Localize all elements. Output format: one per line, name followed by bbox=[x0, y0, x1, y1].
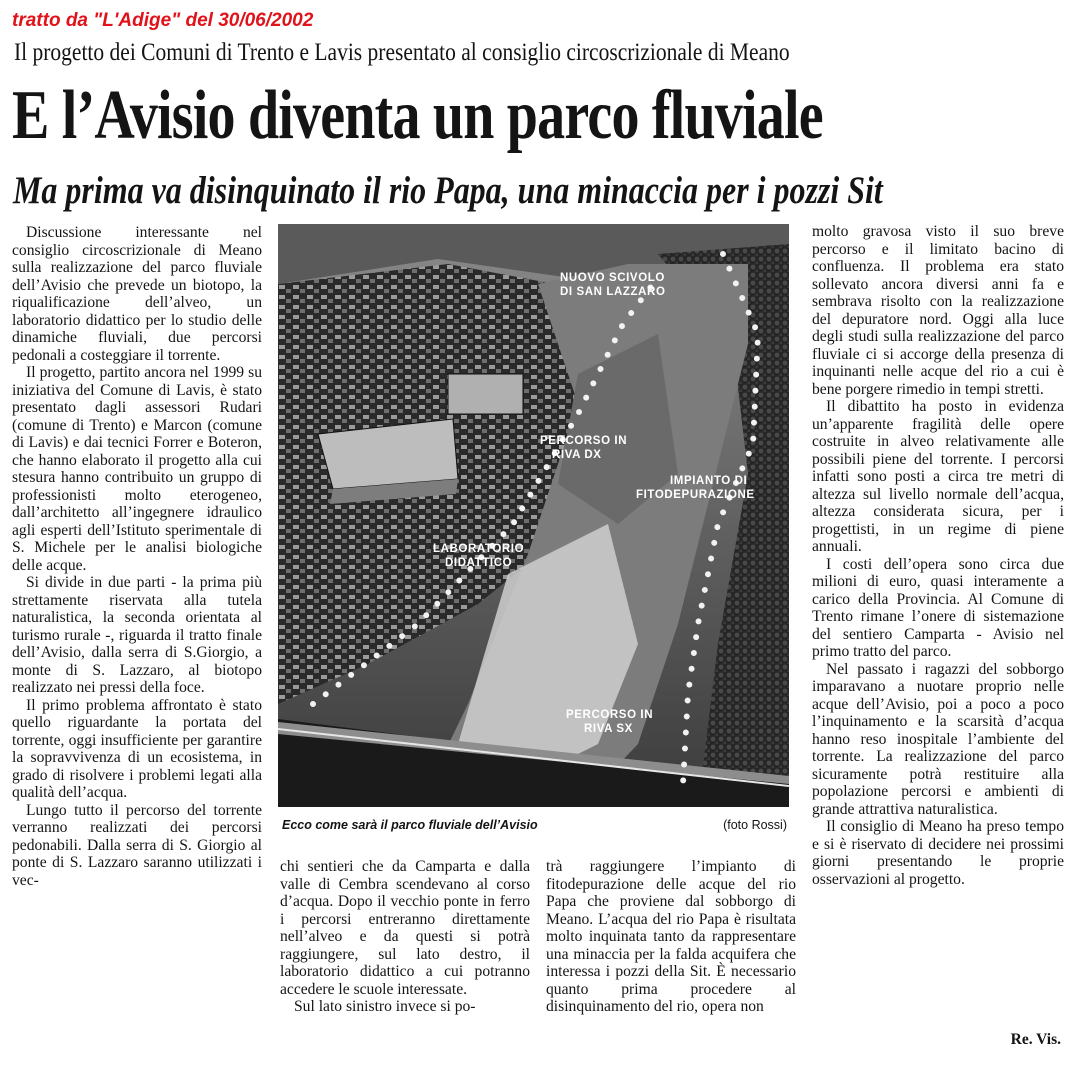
paragraph: Sul lato sinistro invece si po- bbox=[294, 998, 476, 1015]
paragraph: Nel passato i ragazzi del sobborgo imparavano a nuotare proprio nelle acque dell’Avisio, poi a poco a poco l’inquinamento e la scarsità d’acqua hanno reso inospitale l’ambiente del torrente. La realizzazione del parco sicuramente potrà restituire alla popolazione percorsi e ambienti di grande attrattiva naturalistica. bbox=[812, 660, 1064, 818]
article-column-3 bbox=[546, 858, 796, 1016]
paragraph: Si divide in due parti - la prima più strettamente riservata alla tutela naturalistica, la seconda orientata al turismo rurale -, riguarda il tratto finale dell’Avisio, dalla serra di S.Giorgio, a monte di S. Lazzaro, al biotopo realizzato nei pressi della foce. bbox=[12, 574, 262, 696]
subheadline: Ma prima va disinquinato il rio Papa, una minaccia per i pozzi Sit bbox=[13, 169, 883, 212]
photo-label: DIDATTICO bbox=[445, 557, 513, 569]
photo-label: RIVA SX bbox=[584, 723, 633, 735]
photo-label: RIVA DX bbox=[552, 449, 602, 461]
paragraph: Il progetto, partito ancora nel 1999 su iniziativa del Comune di Lavis, è stato presentato dagli assessori Rudari (comune di Trento) e Marcon (comune di Lavis) e dai tecnici Forrer e Boteron, che hanno elaborato il progetto alla cui stesura hanno contribuito un gruppo di professionisti molto eterogeneo, dall’architetto all’ingegnere idraulico agli esperti dell’Istituto sperimentale di S. Michele per le analisi biologiche delle acque. bbox=[12, 364, 262, 574]
article-column-2 bbox=[280, 858, 530, 1016]
headline: E l’Avisio diventa un parco fluviale bbox=[12, 77, 823, 154]
article-column-4 bbox=[812, 223, 1064, 888]
paragraph: chi sentieri che da Camparta e dalla valle di Cembra scendevano al corso d’acqua. Dopo il vecchio ponte in ferro i percorsi entreranno direttamente nell’alveo e da questi si potrà raggiungere, sul lato destro, il laboratorio didattico a cui potranno accedere le scuole interessate. bbox=[280, 858, 530, 998]
author-signature: Re. Vis. bbox=[1010, 1031, 1061, 1048]
photo-caption bbox=[282, 818, 787, 832]
paragraph: Lungo tutto il percorso del torrente verranno realizzati dei percorsi pedonabili. Dalla serra di S. Giorgio al ponte di S. Lazzaro saranno utilizzati i vec- bbox=[12, 801, 262, 889]
photo-label: DI SAN LAZZARO bbox=[560, 286, 666, 298]
source-note: tratto da "L'Adige" del 30/06/2002 bbox=[12, 10, 314, 31]
caption-text: Ecco come sarà il parco fluviale dell’Avisio bbox=[282, 818, 538, 832]
photo-credit: (foto Rossi) bbox=[723, 818, 787, 832]
aerial-photo bbox=[278, 224, 789, 807]
photo-label: PERCORSO IN bbox=[540, 435, 628, 447]
paragraph: Discussione interessante nel consiglio circoscrizionale di Meano sulla realizzazione del parco fluviale dell’Avisio che prevede un biotopo, la riqualificazione dell’alveo, un laboratorio didattico per lo studio delle dinamiche fluviali, due percorsi pedonali a costeggiare il torrente. bbox=[12, 224, 262, 364]
photo-label: LABORATORIO bbox=[433, 543, 525, 555]
article-column-1 bbox=[12, 224, 262, 889]
paragraph: molto gravosa visto il suo breve percorso e il limitato bacino di confluenza. Il problema era stato sollevato ancora diversi anni fa e sembrava risolto con la realizzazione del depuratore nord. Oggi alla luce degli studi sulla realizzazione del parco fluviale ci si accorge della presenza di inquinanti nelle acque del rio a cui è bene porgere rimedio in tempi stretti. bbox=[812, 223, 1064, 398]
kicker: Il progetto dei Comuni di Trento e Lavis presentato al consiglio circoscrizionale di Meano bbox=[14, 39, 790, 66]
paragraph: Il dibattito ha posto in evidenza un’apparente fragilità delle opere costruite in alveo relativamente alle possibili piene del torrente. I percorsi infatti sono posti a circa tre metri di altezza sul livello normale dell’acqua, altezza considerata sicura, per i progettisti, in un regime di piene annuali. bbox=[812, 398, 1064, 555]
photo-label: PERCORSO IN bbox=[566, 709, 654, 721]
photo-label: IMPIANTO DI bbox=[670, 475, 748, 487]
paragraph: trà raggiungere l’impianto di fitodepurazione delle acque del rio Papa che proviene dal sobborgo di Meano. L’acqua del rio Papa è risultata molto inquinata tanto da rappresentare una minaccia per la falda acquifera che interessa i pozzi della Sit. È necessario quanto prima procedere al disinquinamento del rio, opera non bbox=[546, 858, 796, 1015]
paragraph: I costi dell’opera sono circa due milioni di euro, quasi interamente a carico della Provincia. Al Comune di Trento rimane l’onere di sistemazione del sentiero Camparta - Avisio nel primo tratto del parco. bbox=[812, 555, 1064, 660]
photo-label: FITODEPURAZIONE bbox=[636, 489, 755, 501]
paragraph: Il consiglio di Meano ha preso tempo e si è riservato di decidere nei prossimi giorni presentando le proprie osservazioni al progetto. bbox=[812, 818, 1064, 888]
paragraph: Il primo problema affrontato è stato quello riguardante la portata del torrente, oggi insufficiente per garantire la sopravvivenza di un ecosistema, in grado di risolvere i problemi legati alla qualità dell’acqua. bbox=[12, 696, 262, 801]
photo-label: NUOVO SCIVOLO bbox=[560, 272, 665, 284]
